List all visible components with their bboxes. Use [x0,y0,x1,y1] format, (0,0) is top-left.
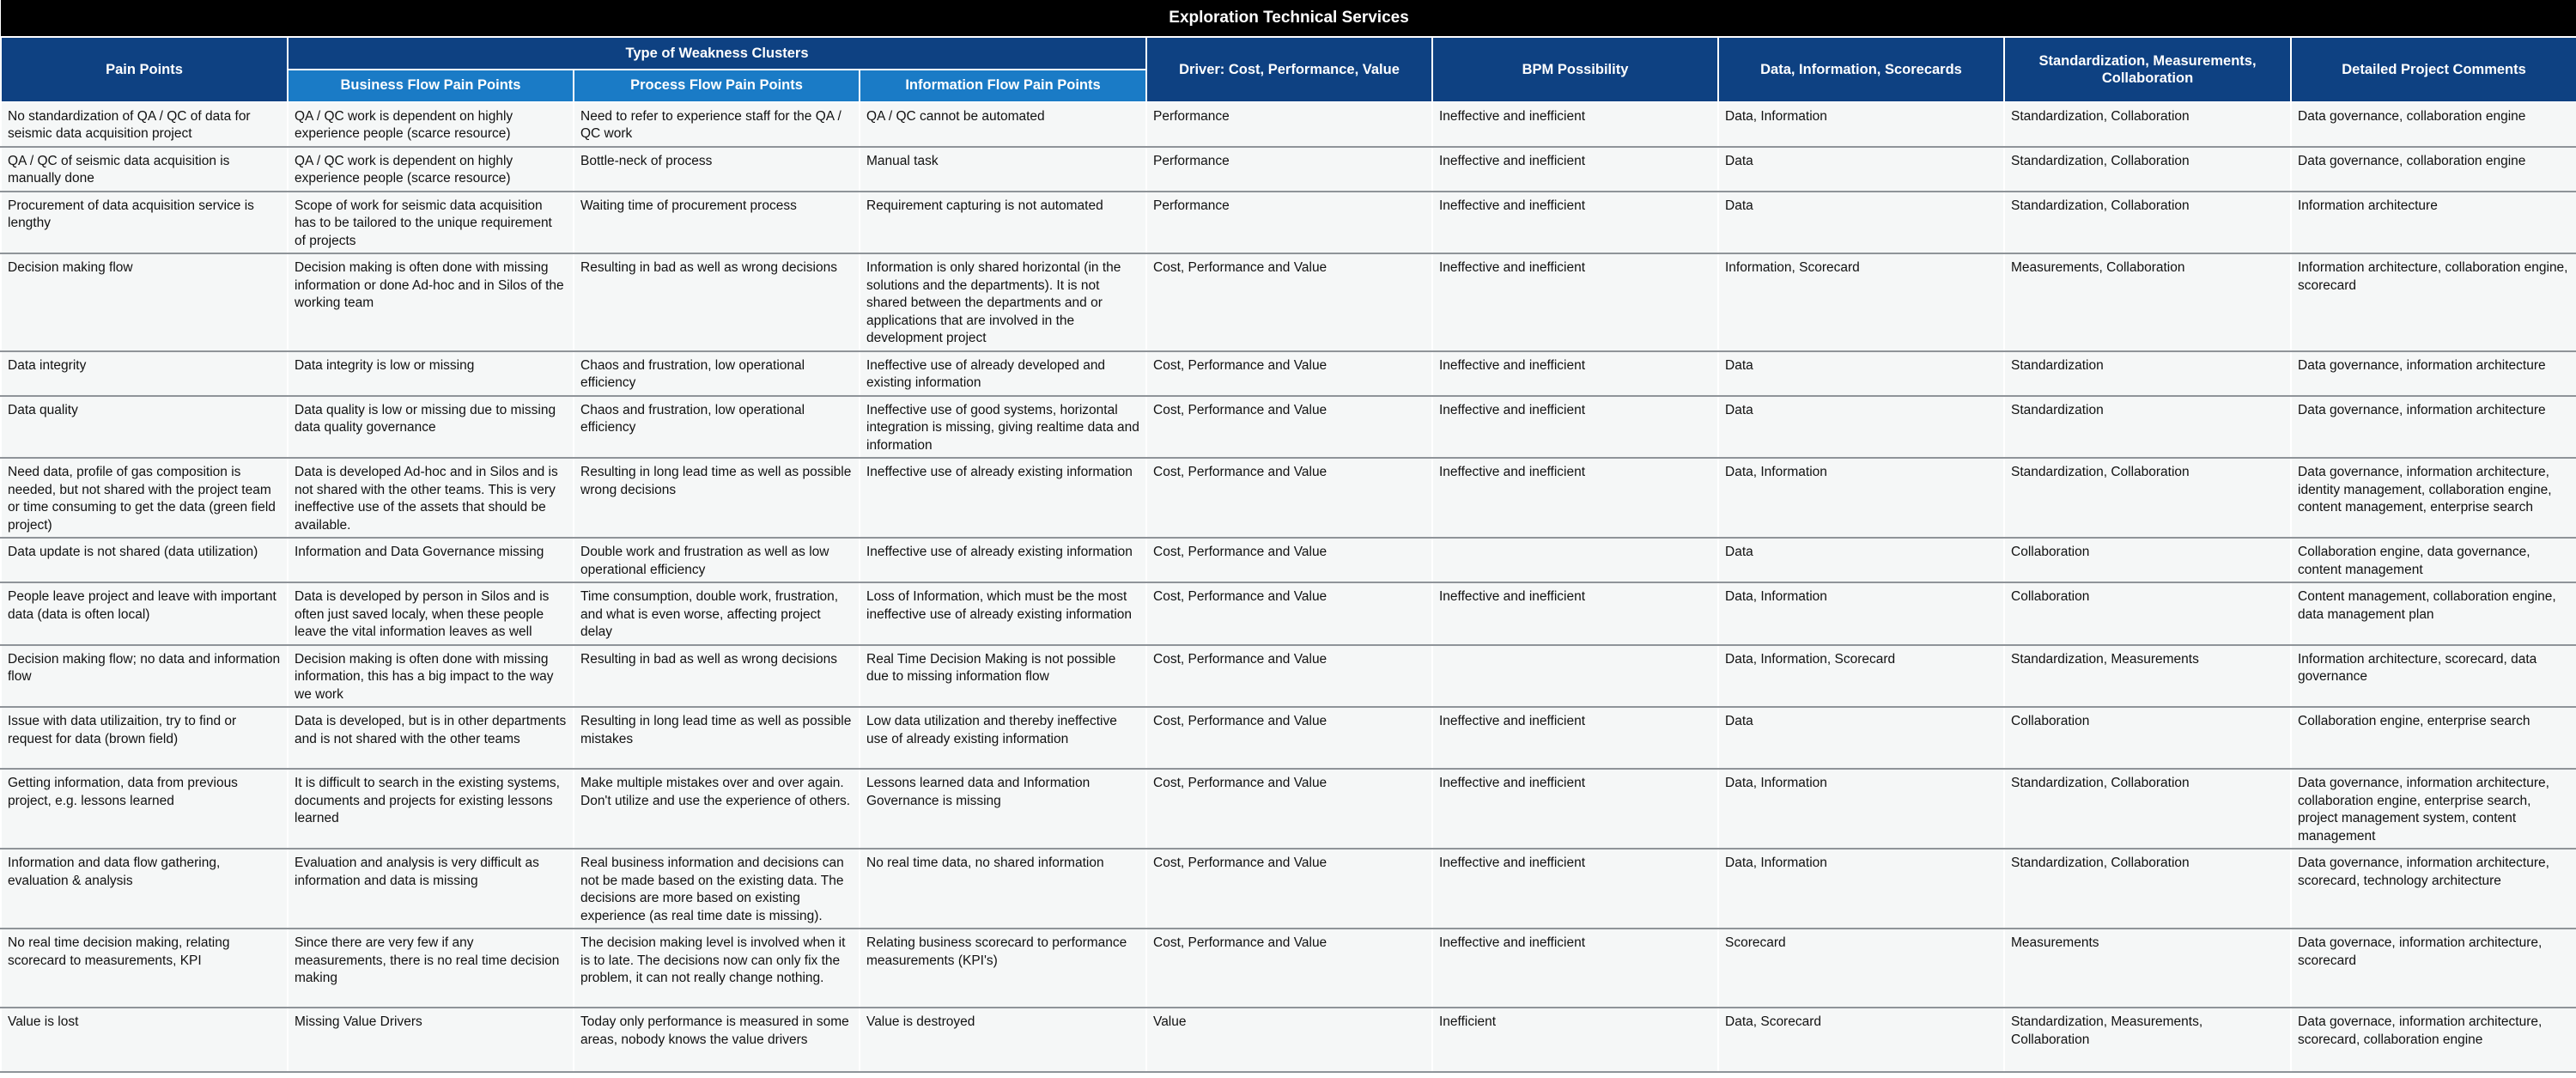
cell-business-flow[interactable]: It is difficult to search in the existing systems, documents and projects for existing lessons learned [288,769,574,849]
cell-driver[interactable]: Cost, Performance and Value [1146,396,1432,459]
cell-process-flow[interactable]: Chaos and frustration, low operational efficiency [574,351,860,396]
cell-information-flow[interactable]: Manual task [860,147,1146,192]
cell-pain-point[interactable]: Data update is not shared (data utilization) [1,538,288,582]
cell-business-flow[interactable]: Since there are very few if any measurements, there is no real time decision making [288,929,574,1008]
cell-bpm-possibility[interactable]: Ineffective and inefficient [1432,253,1718,351]
cell-process-flow[interactable]: Resulting in long lead time as well as possible mistakes [574,707,860,769]
cell-project-comments[interactable]: Collaboration engine, data governance, content management [2291,538,2576,582]
cell-bpm-possibility[interactable] [1432,538,1718,582]
table-row [1,396,2576,459]
cell-driver[interactable]: Cost, Performance and Value [1146,849,1432,929]
cell-driver[interactable]: Cost, Performance and Value [1146,582,1432,645]
table-row [1,351,2576,396]
cell-pain-point[interactable]: Issue with data utilizaition, try to find or request for data (brown field) [1,707,288,769]
cell-driver[interactable]: Cost, Performance and Value [1146,458,1432,538]
cell-business-flow[interactable]: Information and Data Governance missing [288,538,574,582]
table-row [1,458,2576,538]
cell-bpm-possibility[interactable]: Ineffective and inefficient [1432,147,1718,192]
cell-standardization[interactable]: Standardization, Collaboration [2004,147,2291,192]
cell-process-flow[interactable]: Resulting in long lead time as well as possible wrong decisions [574,458,860,538]
table-row [1,929,2576,1008]
table-row [1,769,2576,849]
cell-project-comments[interactable]: Data governace, information architecture, scorecard [2291,929,2576,1008]
cell-standardization[interactable]: Standardization, Collaboration [2004,102,2291,147]
table-row [1,582,2576,645]
header-project-comments: Detailed Project Comments [2291,37,2576,102]
table-title: Exploration Technical Services [1,1,2576,37]
cell-project-comments[interactable]: Data governance, collaboration engine [2291,102,2576,147]
cell-project-comments[interactable]: Content management, collaboration engine, data management plan [2291,582,2576,645]
cell-pain-point[interactable]: Need data, profile of gas composition is needed, but not shared with the project team or time consuming to get the data (green field project) [1,458,288,538]
cell-data-information[interactable]: Data, Information [1718,102,2004,147]
cell-pain-point[interactable]: Getting information, data from previous project, e.g. lessons learned [1,769,288,849]
cell-information-flow[interactable]: Requirement capturing is not automated [860,192,1146,254]
cell-bpm-possibility[interactable]: Ineffective and inefficient [1432,582,1718,645]
cell-business-flow[interactable]: Scope of work for seismic data acquisition has to be tailored to the unique requirement of projects [288,192,574,254]
header-information-flow: Information Flow Pain Points [860,70,1146,102]
cell-driver[interactable]: Performance [1146,147,1432,192]
header-standardization: Standardization, Measurements, Collaboration [2004,37,2291,102]
cell-pain-point[interactable]: Value is lost [1,1008,288,1072]
header-pain-points: Pain Points [1,37,288,102]
cell-information-flow[interactable]: Ineffective use of already existing information [860,538,1146,582]
table-row [1,192,2576,254]
table-row [1,147,2576,192]
cell-data-information[interactable]: Data [1718,147,2004,192]
cell-information-flow[interactable]: Loss of Information, which must be the most ineffective use of already existing information [860,582,1146,645]
table-row [1,707,2576,769]
cell-project-comments[interactable]: Data governance, information architecture [2291,351,2576,396]
cell-bpm-possibility[interactable]: Ineffective and inefficient [1432,102,1718,147]
cell-standardization[interactable]: Measurements [2004,929,2291,1008]
cell-data-information[interactable]: Data, Information [1718,458,2004,538]
cell-bpm-possibility[interactable]: Ineffective and inefficient [1432,351,1718,396]
cell-driver[interactable]: Cost, Performance and Value [1146,645,1432,708]
cell-information-flow[interactable]: Lessons learned data and Information Governance is missing [860,769,1146,849]
cell-pain-point[interactable]: Information and data flow gathering, evaluation & analysis [1,849,288,929]
table-row [1,538,2576,582]
cell-standardization[interactable]: Collaboration [2004,707,2291,769]
cell-standardization[interactable]: Measurements, Collaboration [2004,253,2291,351]
cell-pain-point[interactable]: Data quality [1,396,288,459]
cell-standardization[interactable]: Collaboration [2004,582,2291,645]
cell-standardization[interactable]: Standardization [2004,351,2291,396]
cell-process-flow[interactable]: Make multiple mistakes over and over again. Don't utilize and use the experience of others. [574,769,860,849]
table-row [1,102,2576,147]
cell-process-flow[interactable]: Resulting in bad as well as wrong decisions [574,645,860,708]
cell-pain-point[interactable]: Procurement of data acquisition service is lengthy [1,192,288,254]
cell-process-flow[interactable]: Waiting time of procurement process [574,192,860,254]
cell-standardization[interactable]: Standardization, Collaboration [2004,849,2291,929]
header-driver: Driver: Cost, Performance, Value [1146,37,1432,102]
cell-business-flow[interactable]: QA / QC work is dependent on highly experience people (scarce resource) [288,147,574,192]
cell-information-flow[interactable]: Low data utilization and thereby ineffective use of already existing information [860,707,1146,769]
cell-data-information[interactable]: Data [1718,192,2004,254]
cell-information-flow[interactable]: Relating business scorecard to performance measurements (KPI's) [860,929,1146,1008]
cell-project-comments[interactable]: Data governace, information architecture, scorecard, collaboration engine [2291,1008,2576,1072]
cell-driver[interactable]: Performance [1146,102,1432,147]
cell-data-information[interactable]: Data, Information [1718,849,2004,929]
cell-business-flow[interactable]: Missing Value Drivers [288,1008,574,1072]
cell-driver[interactable]: Cost, Performance and Value [1146,538,1432,582]
cell-project-comments[interactable]: Data governance, information architecture, collaboration engine, enterprise search, project management system, content management [2291,769,2576,849]
cell-information-flow[interactable]: No real time data, no shared information [860,849,1146,929]
cell-data-information[interactable]: Data, Scorecard [1718,1008,2004,1072]
cell-data-information[interactable]: Data, Information, Scorecard [1718,645,2004,708]
header-process-flow: Process Flow Pain Points [574,70,860,102]
table-row [1,645,2576,708]
cell-project-comments[interactable]: Data governance, information architecture, scorecard, technology architecture [2291,849,2576,929]
cell-process-flow[interactable]: Today only performance is measured in some areas, nobody knows the value drivers [574,1008,860,1072]
cell-business-flow[interactable]: Data is developed Ad-hoc and in Silos and is not shared with the other teams. This is very ineffective use of the assets that should be available. [288,458,574,538]
cell-pain-point[interactable]: No standardization of QA / QC of data for seismic data acquisition project [1,102,288,147]
cell-pain-point[interactable]: Decision making flow; no data and information flow [1,645,288,708]
cell-project-comments[interactable]: Data governance, information architecture, identity management, collaboration engine, content management, enterprise search [2291,458,2576,538]
table-body [1,102,2576,1073]
cell-process-flow[interactable]: Double work and frustration as well as low operational efficiency [574,538,860,582]
cell-pain-point[interactable]: People leave project and leave with important data (data is often local) [1,582,288,645]
cell-business-flow[interactable]: Data quality is low or missing due to missing data quality governance [288,396,574,459]
cell-driver[interactable]: Value [1146,1008,1432,1072]
cell-project-comments[interactable]: Data governance, collaboration engine [2291,147,2576,192]
cell-driver[interactable]: Cost, Performance and Value [1146,929,1432,1008]
cell-driver[interactable]: Cost, Performance and Value [1146,769,1432,849]
cell-information-flow[interactable]: Ineffective use of already existing information [860,458,1146,538]
cell-project-comments[interactable]: Information architecture, scorecard, data governance [2291,645,2576,708]
cell-driver[interactable]: Cost, Performance and Value [1146,253,1432,351]
cell-process-flow[interactable]: Resulting in bad as well as wrong decisions [574,253,860,351]
cell-standardization[interactable]: Standardization, Collaboration [2004,769,2291,849]
header-bpm-possibility: BPM Possibility [1432,37,1718,102]
cell-information-flow[interactable]: Ineffective use of already developed and existing information [860,351,1146,396]
cell-information-flow[interactable]: Real Time Decision Making is not possible due to missing information flow [860,645,1146,708]
cell-driver[interactable]: Cost, Performance and Value [1146,351,1432,396]
cell-process-flow[interactable]: Need to refer to experience staff for the QA / QC work [574,102,860,147]
cell-standardization[interactable]: Collaboration [2004,538,2291,582]
cell-bpm-possibility[interactable]: Ineffective and inefficient [1432,396,1718,459]
cell-data-information[interactable]: Data [1718,351,2004,396]
cell-information-flow[interactable]: Information is only shared horizontal (in the solutions and the departments). It is not shared between the departments and or applications that are involved in the development project [860,253,1146,351]
cell-data-information[interactable]: Data [1718,538,2004,582]
cell-process-flow[interactable]: Real business information and decisions can not be made based on the existing data. The decisions are more based on existing experience (as real time date is missing). [574,849,860,929]
cell-business-flow[interactable]: Data integrity is low or missing [288,351,574,396]
cell-business-flow[interactable]: Data is developed by person in Silos and is often just saved localy, when these people leave the vital information leaves as well [288,582,574,645]
cell-project-comments[interactable]: Collaboration engine, enterprise search [2291,707,2576,769]
cell-bpm-possibility[interactable] [1432,645,1718,708]
cell-project-comments[interactable]: Information architecture [2291,192,2576,254]
cell-information-flow[interactable]: Ineffective use of good systems, horizontal integration is missing, giving realtime data and information [860,396,1146,459]
cell-process-flow[interactable]: Chaos and frustration, low operational efficiency [574,396,860,459]
cell-standardization[interactable]: Standardization [2004,396,2291,459]
cell-standardization[interactable]: Standardization, Measurements, Collaboration [2004,1008,2291,1072]
cell-pain-point[interactable]: No real time decision making, relating scorecard to measurements, KPI [1,929,288,1008]
cell-bpm-possibility[interactable]: Inefficient [1432,1008,1718,1072]
cell-information-flow[interactable]: Value is destroyed [860,1008,1146,1072]
cell-data-information[interactable]: Data [1718,396,2004,459]
cell-process-flow[interactable]: Time consumption, double work, frustration, and what is even worse, affecting project delay [574,582,860,645]
cell-data-information[interactable]: Information, Scorecard [1718,253,2004,351]
cell-bpm-possibility[interactable]: Ineffective and inefficient [1432,707,1718,769]
cell-business-flow[interactable]: Evaluation and analysis is very difficult as information and data is missing [288,849,574,929]
cell-process-flow[interactable]: Bottle-neck of process [574,147,860,192]
cell-data-information[interactable]: Scorecard [1718,929,2004,1008]
cell-bpm-possibility[interactable]: Ineffective and inefficient [1432,192,1718,254]
cell-process-flow[interactable]: The decision making level is involved when it is to late. The decisions now can only fix the problem, it can not really change nothing. [574,929,860,1008]
cell-information-flow[interactable]: QA / QC cannot be automated [860,102,1146,147]
cell-business-flow[interactable]: QA / QC work is dependent on highly experience people (scarce resource) [288,102,574,147]
cell-standardization[interactable]: Standardization, Measurements [2004,645,2291,708]
cell-data-information[interactable]: Data, Information [1718,582,2004,645]
cell-project-comments[interactable]: Data governance, information architecture [2291,396,2576,459]
table-row [1,253,2576,351]
cell-pain-point[interactable]: QA / QC of seismic data acquisition is manually done [1,147,288,192]
header-business-flow: Business Flow Pain Points [288,70,574,102]
cell-pain-point[interactable]: Decision making flow [1,253,288,351]
header-weakness-clusters: Type of Weakness Clusters [288,37,1146,70]
cell-bpm-possibility[interactable]: Ineffective and inefficient [1432,458,1718,538]
cell-standardization[interactable]: Standardization, Collaboration [2004,458,2291,538]
cell-driver[interactable]: Cost, Performance and Value [1146,707,1432,769]
cell-business-flow[interactable]: Decision making is often done with missing information, this has a big impact to the way we work [288,645,574,708]
cell-driver[interactable]: Performance [1146,192,1432,254]
cell-bpm-possibility[interactable]: Ineffective and inefficient [1432,849,1718,929]
cell-data-information[interactable]: Data, Information [1718,769,2004,849]
table-row [1,1008,2576,1072]
cell-standardization[interactable]: Standardization, Collaboration [2004,192,2291,254]
cell-data-information[interactable]: Data [1718,707,2004,769]
cell-bpm-possibility[interactable]: Ineffective and inefficient [1432,769,1718,849]
cell-business-flow[interactable]: Decision making is often done with missing information or done Ad-hoc and in Silos of the working team [288,253,574,351]
header-data-information-scorecards: Data, Information, Scorecards [1718,37,2004,102]
cell-business-flow[interactable]: Data is developed, but is in other departments and is not shared with the other teams [288,707,574,769]
cell-bpm-possibility[interactable]: Ineffective and inefficient [1432,929,1718,1008]
cell-project-comments[interactable]: Information architecture, collaboration engine, scorecard [2291,253,2576,351]
cell-pain-point[interactable]: Data integrity [1,351,288,396]
table-row [1,849,2576,929]
